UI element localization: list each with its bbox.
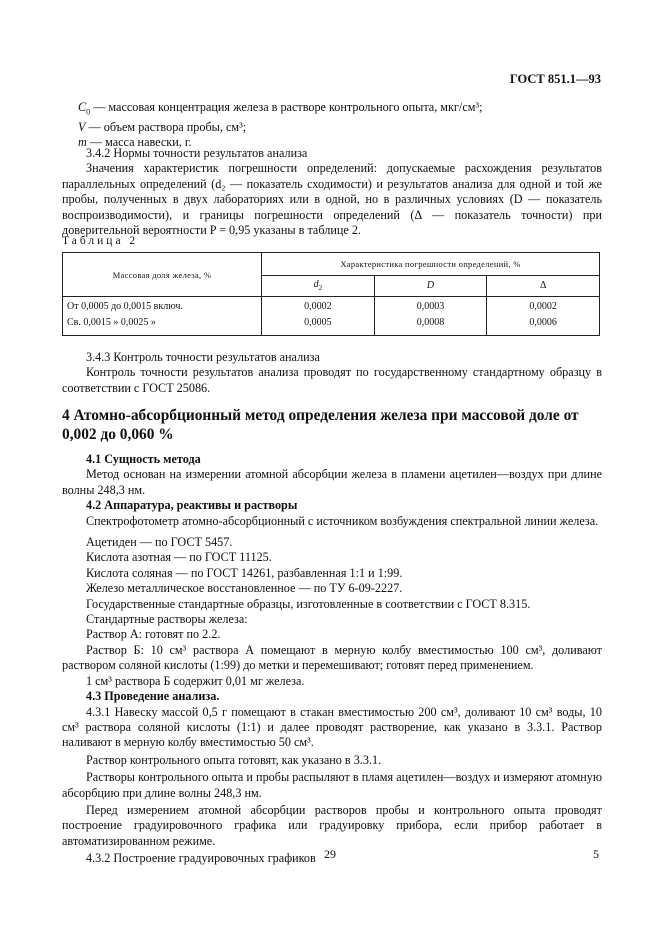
list-item: Кислота азотная — по ГОСТ 11125. [86, 550, 272, 565]
section-3-4-2 [62, 146, 602, 238]
var-v: V — объем раствора пробы, см³; [78, 119, 247, 134]
section-4-heading: 4 Атомно-абсорбционный метод определения железа при массовой доле от 0,002 до 0,060 % [62, 407, 579, 443]
table-row: Св. 0,0015 » 0,0025 » 0,0005 0,0008 0,0006 [63, 315, 600, 336]
table-caption: Таблица 2 [62, 235, 139, 247]
table-row: От 0,0005 до 0,0015 включ. 0,0002 0,0003 0,0002 [63, 297, 600, 316]
page-number-center: 29 [324, 847, 336, 861]
col-header-D: D [374, 276, 487, 297]
list-item: Стандартные растворы железа: [86, 612, 248, 627]
section-title: 4.3 Проведение анализа. [86, 689, 220, 704]
list-item: Кислота соляная — по ГОСТ 14261, разбавленная 1:1 и 1:99. [86, 565, 403, 580]
var-m: m — масса навески, г. [78, 135, 192, 150]
paragraph: Метод основан на измерении атомной абсорбции железа в пламени ацетилен—воздух при длине волны 248,3 нм. [62, 467, 602, 497]
list-item: Железо металлическое восстановленное — по ТУ 6-09-2227. [86, 581, 403, 596]
table-2 [62, 252, 600, 336]
section-3-4-3 [62, 350, 602, 396]
paragraph: 4.3.1 Навеску массой 0,5 г помещают в стакан вместимостью 200 см³, доливают 10 см³ воды, 10 см³ раствора соляной кислоты (1:1) и далее проводят растворение, как указано в 3.3.1. Раствор наливают в мерную колбу вместимостью 50 см³. [62, 704, 602, 750]
paragraph: Спектрофотометр атомно-абсорбционный с источником возбуждения спектральной линии железа. [86, 513, 599, 528]
col-header-delta: Δ [487, 276, 600, 297]
paragraph: 1 см³ раствора Б содержит 0,01 мг железа. [86, 673, 305, 688]
section-title: 4.3.2 Построение градуировочных графиков [86, 851, 316, 866]
paragraph: Раствор контрольного опыта готовят, как указано в 3.3.1. [86, 752, 382, 767]
section-title: 4.1 Сущность метода [86, 452, 201, 466]
paragraph: Контроль точности результатов анализа проводят по государственному стандартному образцу в соответствии с ГОСТ 25086. [62, 365, 602, 395]
standard-header: ГОСТ 851.1—93 [509, 72, 601, 86]
variable-list [78, 100, 598, 151]
section-4-body [62, 452, 602, 867]
paragraph: Перед измерением атомной абсорбции растворов пробы и контрольного опыта проводят построение градуировочного графика или градуировку прибора, если прибор работает в автоматизированном режиме. [62, 802, 602, 848]
col-header-mass: Массовая доля железа, % [63, 253, 262, 297]
col-header-d2: $d_2$ [262, 276, 375, 297]
paragraph: Значения характеристик погрешности определений: допускаемые расхождения результатов параллельных определений (d₂ — показатель сходимости) и результатов анализа для одной и той же пробы, полученных в двух лабораториях или в одной, но в различных условиях (D — показатель воспроизводимости), и границы погрешности определений (Δ — показатель точности) при доверительной вероятности P = 0,95 указаны в таблице 2. [62, 161, 602, 238]
page-number-right: 5 [593, 847, 599, 861]
col-header-group: Характеристика погрешности определений, % [262, 253, 600, 276]
list-item: Раствор А: готовят по 2.2. [86, 627, 221, 642]
list-item: Государственные стандартные образцы, изготовленные в соответствии с ГОСТ 8.315. [86, 596, 531, 611]
list-item: Ацетиден — по ГОСТ 5457. [86, 535, 233, 550]
var-c0: $C_0$ — массовая концентрация железа в растворе контрольного опыта, мкг/см³; [78, 100, 483, 117]
section-title: 3.4.2 Нормы точности результатов анализа [86, 146, 308, 160]
section-title: 4.2 Аппаратура, реактивы и растворы [86, 498, 298, 513]
paragraph: Раствор Б: 10 см³ раствора А помещают в мерную колбу вместимостью 100 см³, доливают раствором соляной кислоты (1:99) до метки и перемешивают; готовят перед применением. [62, 642, 602, 673]
section-title: 3.4.3 Контроль точности результатов анализа [86, 350, 320, 364]
paragraph: Растворы контрольного опыта и пробы распыляют в пламя ацетилен—воздух и измеряют атомную абсорбцию при длине волны 248,3 нм. [62, 770, 602, 800]
